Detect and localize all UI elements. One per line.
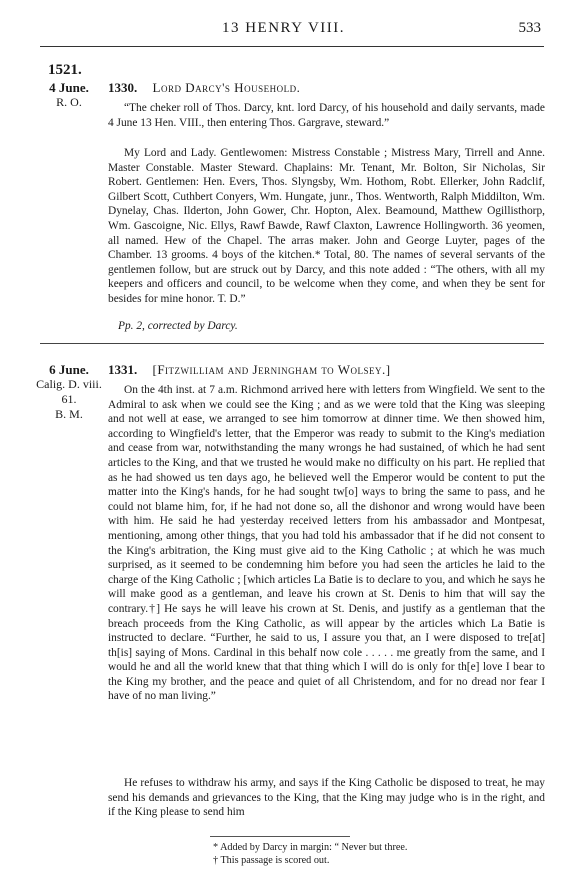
running-title: 13 HENRY VIII.	[221, 20, 346, 36]
entry-source-line: 61.	[61, 392, 77, 406]
entry-date: 6 June.	[49, 362, 89, 377]
entry-title: [Fitzwilliam and Jerningham to Wolsey.]	[152, 362, 391, 377]
footnote-2: † This passage is scored out.	[213, 854, 330, 866]
entry-source-line: Calig. D. viii.	[36, 377, 102, 391]
entry-1330-note: Pp. 2, corrected by Darcy.	[118, 320, 238, 332]
entry-1331-heading	[108, 362, 391, 378]
entry-1331-margin	[34, 362, 104, 422]
entry-date: 4 June.	[49, 80, 89, 95]
page-header	[0, 20, 567, 42]
entry-1330-paragraph-2: My Lord and Lady. Gentlewomen: Mistress Constable ; Mistress Mary, Tirrell and Anne. Master Constable. Master Steward. Chaplains: Mr. Tenant, Mr. Bolton, Sir Nicholas, Sir Robert. Gentlemen: Hen. Evers, Thos. Slyngsby, Wm. Hothom, Robt. Ellerker, John Radclif, Gilbert Scott, Cuthbert Conyers, Wm. Hungate, junr., Thos. Wentworth, Ralph Middilton, Wm. Dynelay, Chas. Ilderton, John Gower, Chr. Hopton, Alex. Beamound, Matthew Ogillisthorp, Wm. Gascoigne, Nic. Ellys, Rawf Bawde, Rawf Claxton, Lawrence Hollingworth. 36 yeomen, all named. Hew of the Chapel. The arras maker. John and George Luyter, pages of the Chamber. 13 grooms. 4 boys of the kitchen.* Total, 80. The names of several servants of the gentlemen follow, but are struck out by Darcy, and this note added : “The others, with all my keepers and officers and council, to be welcome when they come, and when they be sent for besides for mine honor. T. D.”	[108, 147, 545, 305]
entry-number: 1330.	[108, 80, 138, 95]
entry-source-line: B. M.	[55, 407, 83, 421]
footnote-1: * Added by Darcy in margin: “ Never but three.	[213, 842, 408, 853]
entry-1330-margin	[34, 80, 104, 110]
footnotes	[213, 842, 407, 867]
footnote-rule	[210, 836, 350, 837]
header-rule	[40, 46, 544, 47]
entry-1331-paragraph-2: He refuses to withdraw his army, and says if the King Catholic be disposed to treat, he may send his demands and grievances to the King, that the King may judge who is in the right, and if the King please to send him	[108, 777, 545, 819]
year-label: 1521.	[48, 62, 82, 78]
entry-title: Lord Darcy's Household.	[152, 80, 301, 95]
entry-1330-paragraph-1: “The cheker roll of Thos. Darcy, knt. lord Darcy, of his household and daily servants, made 4 June 13 Hen. VIII., then entering Thos. Gargrave, steward.”	[108, 102, 545, 129]
entry-number: 1331.	[108, 362, 138, 377]
entry-separator	[40, 343, 544, 344]
entry-1330-heading	[108, 80, 300, 96]
entry-source: R. O.	[56, 95, 82, 109]
entry-1331-paragraph-1: On the 4th inst. at 7 a.m. Richmond arrived here with letters from Wingfield. We sent to the Admiral to ask when we could see the King ; and as we were told that the King was sleeping and not well at ease, we arranged to see him tomorrow at dinner time. We then showed him, according to Wingfield's letter, that the Emperor was ready to submit to the King's mediation and cease from war, notwithstanding the many wrongs he had sustained, of which he had sent articles to the King, and that we trusted he would make no difficulty on his part. He replied that as he had showed us ten days ago, he believed well the Emperor would be content to put the matter into the King's hands, for he had sought tw[o] ways to bring the same to pass, and he could not blame him, for, if he had not done so, all the dishonor and wrong would have been with him. He said he had yesterday received letters from his ambassador and Montpesat, mentioning, among other things, that you had told his ambassador that if he did not consent to the King's arbitration, the King must give aid to the King Catholic ; at which he was much surprised, as it seemed to be condemning him before you had seen the articles he laid to the charge of the King Catholic ; [which articles La Batie is to declare to you, and which he says he will make good as a gentleman, and leave his crown at St. Denis to him that will say the contrary.†] He says he will leave his crown at St. Denis, and justify as a gentleman that the breach proceeds from the King Catholic, as will appear by the articles which La Batie is instructed to declare. “Further, he said to us, I assure you that, an I were disposed to tre[at] th[is] saying of Mons. Cardinal in this behalf now cole . . . . . me greatly from the same, and I would he and all the world knew that that thing which I will do is only for th[e] love I bear to the King my brother, and the peace and quiet of all Christendom, and for no dread nor fear I have of no man living.”	[108, 384, 545, 703]
page-number: 533	[518, 20, 541, 36]
